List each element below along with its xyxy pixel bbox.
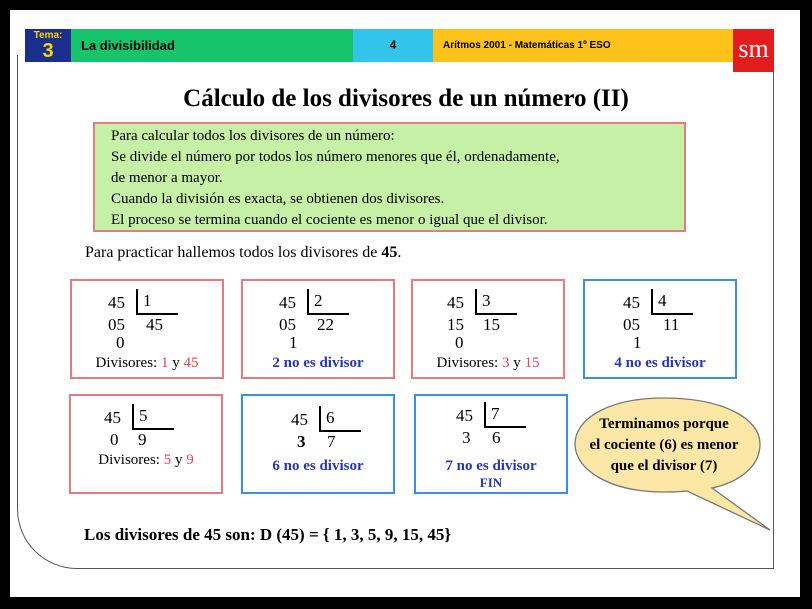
- quotient: 7: [327, 432, 336, 451]
- quotient: 9: [138, 430, 147, 449]
- final-result: Los divisores de 45 son: D (45) = { 1, 3, 5, 9, 15, 45}: [84, 525, 452, 544]
- result-and: y: [171, 452, 187, 468]
- divisor: 4: [658, 291, 667, 310]
- info-box: [93, 122, 686, 232]
- bubble-line: que el divisor (7): [610, 458, 718, 474]
- dividend: 45: [623, 293, 640, 312]
- remainder: 0: [455, 333, 464, 352]
- divisor-b: 15: [524, 355, 540, 371]
- end-label: FIN: [479, 475, 503, 490]
- division-card-6: [241, 394, 395, 494]
- dividend: 45: [108, 293, 125, 312]
- divisor: 6: [326, 408, 335, 427]
- quotient: 11: [663, 315, 680, 334]
- result-not-divisor: 6 no es divisor: [272, 458, 364, 474]
- divisor-a: 3: [501, 355, 510, 371]
- unit-title: La divisibilidad: [71, 29, 353, 62]
- divisor: 3: [482, 291, 491, 310]
- result-and: y: [509, 355, 525, 371]
- division-bar-horizontal: [319, 430, 361, 432]
- dividend: 45: [104, 408, 121, 427]
- divisor-a: 1: [160, 355, 169, 371]
- division-card-4: [583, 279, 737, 379]
- page-number: 4: [353, 29, 433, 62]
- practice-end: .: [397, 244, 402, 261]
- division-bar-vertical: [651, 289, 653, 315]
- dividend: 45: [279, 293, 296, 312]
- divisor: 1: [143, 291, 152, 310]
- info-line: Cuando la división es exacta, se obtienen dos divisores.: [111, 191, 445, 207]
- division-bar-vertical: [484, 402, 486, 428]
- book-title: Arítmos 2001 - Matemáticas 1º ESO: [433, 29, 733, 62]
- sm-logo: sm: [733, 29, 774, 72]
- info-line: El proceso se termina cuando el cociente es menor o igual que el divisor.: [111, 212, 548, 228]
- tema-badge: [25, 29, 71, 62]
- division-card-7: [414, 394, 568, 494]
- result-divisors: [72, 355, 222, 372]
- result-label: Divisores:: [98, 452, 164, 468]
- practice-label: Para practicar hallemos todos los divisores de: [85, 244, 382, 261]
- tema-number: 3: [42, 40, 54, 62]
- info-line: Para calcular todos los divisores de un número:: [111, 128, 395, 144]
- division-bar-vertical: [132, 404, 134, 430]
- divisor: 2: [314, 291, 323, 310]
- practice-text: [85, 244, 401, 262]
- division-card-2: [241, 279, 395, 379]
- result-divisors: [413, 355, 563, 372]
- bubble-line: el cociente (6) es menor: [589, 437, 739, 453]
- quotient: 45: [146, 315, 163, 334]
- result-label: Divisores:: [436, 355, 502, 371]
- tema-label: Tema:: [33, 30, 63, 41]
- result-and: y: [168, 355, 184, 371]
- page-title: Cálculo de los divisores de un número (II): [183, 85, 629, 112]
- divisor: 5: [139, 406, 148, 425]
- partial-dividend: 3: [297, 432, 306, 451]
- bubble-line: Terminamos porque: [599, 416, 729, 432]
- info-line: Se divide el número por todos los número menores que él, ordenadamente,: [111, 149, 560, 165]
- result-label: Divisores:: [95, 355, 161, 371]
- practice-number: 45: [381, 244, 398, 261]
- info-line: de menor a mayor.: [111, 170, 223, 186]
- partial-dividend: 3: [462, 428, 471, 447]
- partial-dividend: 0: [110, 430, 119, 449]
- divisor-b: 45: [183, 355, 199, 371]
- result-divisors: [71, 452, 221, 469]
- division-bar-vertical: [475, 289, 477, 315]
- division-bar-vertical: [307, 289, 309, 315]
- speech-bubble: [572, 396, 764, 494]
- result-not-divisor: 2 no es divisor: [272, 355, 364, 371]
- dividend: 45: [447, 293, 464, 312]
- divisor-a: 5: [163, 452, 172, 468]
- division-card-3: [411, 279, 565, 379]
- dividend: 45: [456, 406, 473, 425]
- partial-dividend: 15: [447, 315, 464, 334]
- result-not-divisor: 7 no es divisor: [445, 458, 537, 474]
- partial-dividend: 05: [623, 315, 640, 334]
- header: [25, 29, 774, 62]
- division-bar-vertical: [319, 406, 321, 432]
- quotient: 6: [492, 428, 501, 447]
- partial-dividend: 05: [279, 315, 296, 334]
- divisor: 7: [491, 404, 500, 423]
- dividend: 45: [291, 410, 308, 429]
- partial-dividend: 05: [108, 315, 125, 334]
- result-not-divisor: 4 no es divisor: [614, 355, 706, 371]
- bubble-text: [572, 414, 756, 477]
- remainder: 0: [116, 333, 125, 352]
- division-card-5: [69, 394, 223, 494]
- remainder: 1: [633, 333, 642, 352]
- divisor-b: 9: [186, 452, 194, 468]
- remainder: 1: [289, 333, 298, 352]
- quotient: 22: [317, 315, 334, 334]
- division-card-1: [70, 279, 224, 379]
- quotient: 15: [483, 315, 500, 334]
- division-bar-horizontal: [484, 426, 526, 428]
- division-bar-vertical: [136, 289, 138, 315]
